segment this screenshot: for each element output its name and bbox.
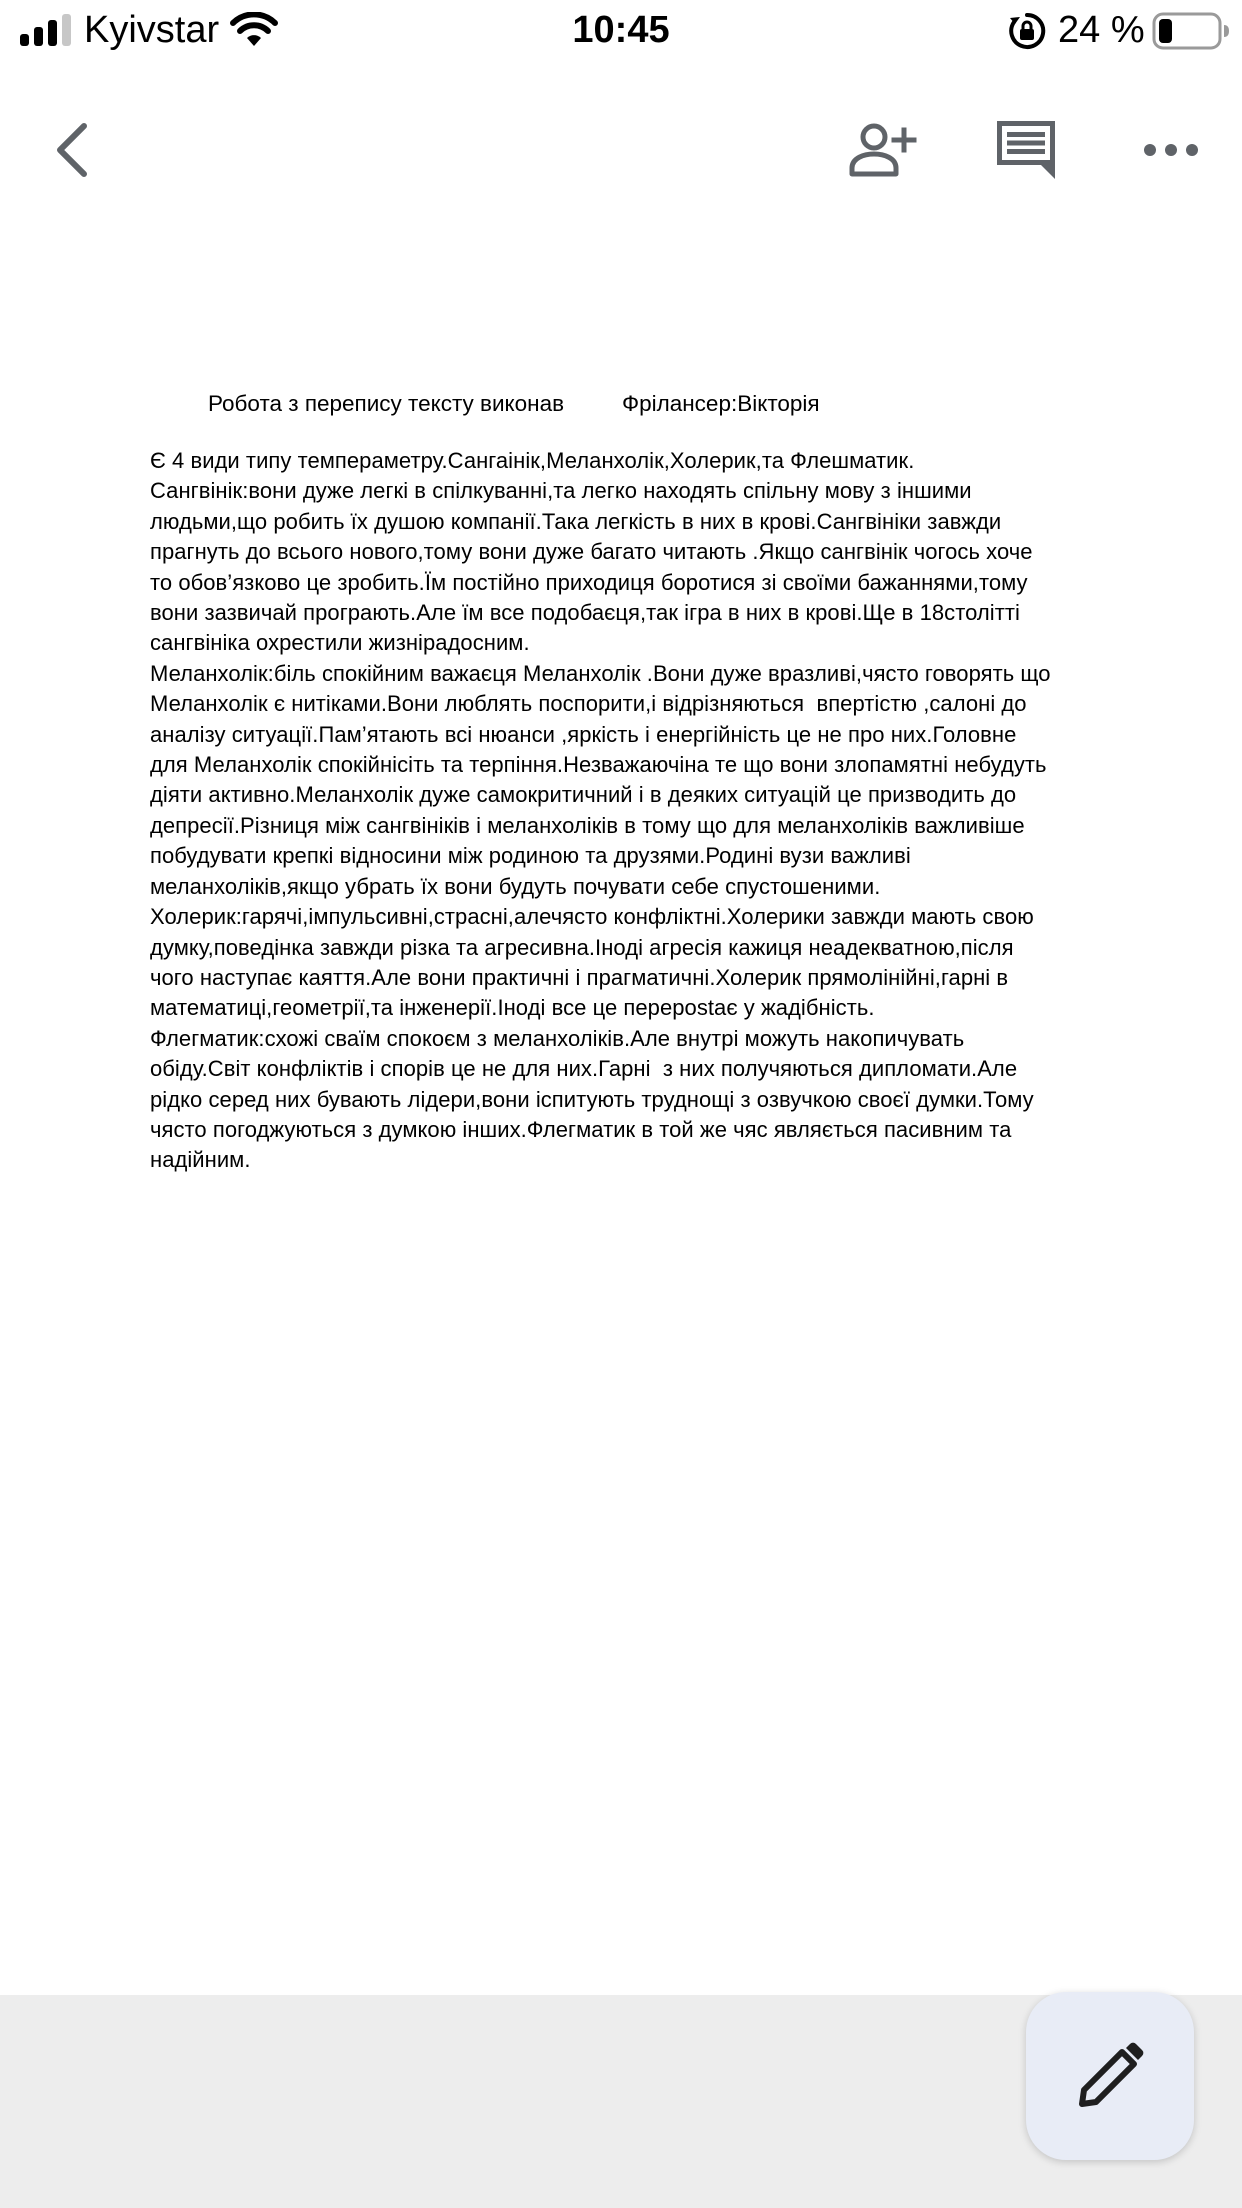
document-page: [150, 386, 1090, 1176]
document-line: для Меланхолік спокійнісіть та терпіння.Незважаючіна те що вони злопамятні небудуть: [150, 752, 1047, 778]
back-button[interactable]: [36, 110, 108, 190]
document-line: Меланхолік є нитіками.Вони люблять поспорити,і відрізняються впертістю ,салоні до: [150, 691, 1027, 717]
document-body: [150, 446, 1090, 1176]
document-line: математиці,геометрії,та інженерії.Іноді все це перерostає у жадібність.: [150, 995, 875, 1021]
app-toolbar: [0, 90, 1242, 210]
document-line: вони зазвичай програють.Але їм все подобаєця,так ігра в них в крові.Ще в 18столітті: [150, 600, 1020, 626]
document-line: прагнуть до всього нового,тому вони дуже багато читають .Якщо сангвінік чогось хоче: [150, 539, 1033, 565]
document-line: діяти активно.Меланхолік дуже самокритичний і в деяких ситуацій це призводить до: [150, 782, 1017, 808]
rotation-lock-icon: [1008, 12, 1046, 50]
header-left-text: Робота з перепису тексту виконав: [208, 391, 565, 416]
share-button[interactable]: [840, 114, 924, 186]
document-line: то обов’язково це зробить.Їм постійно приходиця боротися зі своїми бажаннями,тому: [150, 569, 1028, 595]
header-right-text: Фрілансер:Вікторія: [622, 391, 820, 416]
comments-button[interactable]: [990, 114, 1062, 186]
more-options-button[interactable]: [1134, 120, 1208, 180]
battery-icon: [1152, 12, 1230, 50]
document-line: обіду.Світ конфліктів і спорів це не для них.Гарні з них получяються дипломати.Але: [150, 1056, 1018, 1082]
document-line: побудувати крепкі відносини між родиною та друзями.Родині вузи важливі: [150, 843, 911, 869]
document-line: надійним.: [150, 1147, 251, 1173]
more-horizontal-icon: [1143, 143, 1199, 157]
document-line: рідко серед них бувають лідери,вони іспитують труднощі з озвучкою своєї думки.Тому: [150, 1086, 1034, 1112]
battery-percentage: 24 %: [1058, 9, 1145, 51]
document-line: Флегматик:схожі сваїм спокоєм з меланхоліків.Але внутрі можуть накопичувать: [150, 1025, 965, 1051]
document-line: сангвініка охрестили жизнірадосним.: [150, 630, 530, 656]
carrier-name: Kyivstar: [84, 9, 220, 51]
document-line: Холерик:гарячі,імпульсивні,страсні,алечясто конфліктні.Холерики завжди мають свою: [150, 904, 1034, 930]
document-line: чого наступає каяття.Але вони практичні і прагматичні.Холерик прямолінійні,гарні в: [150, 964, 1009, 990]
document-line: людьми,що робить їх душою компанії.Така легкість в них в крові.Сангвініки завжди: [150, 508, 1002, 534]
document-line: аналізу ситуації.Пам’ятають всі нюанси ,яркість і енергійність це не про них.Головне: [150, 721, 1017, 747]
person-add-icon: [846, 122, 918, 178]
document-line: думку,поведінка завжди різка та агресивна.Іноді агресія кажиця неадекватною,після: [150, 934, 1014, 960]
clock: 10:45: [572, 9, 670, 51]
edit-pencil-icon: [1074, 2040, 1146, 2112]
document-line: Меланхолік:біль спокійним важаєця Меланхолік .Вони дуже вразливі,чясто говорять що: [150, 660, 1051, 686]
status-bar: [0, 0, 1242, 64]
document-line: Сангвінік:вони дуже легкі в спілкуванні,та легко находять спільну мову з іншими: [150, 478, 972, 504]
document-line: Є 4 види типу темпераметру.Сангаінік,Меланхолік,Холерик,та Флешматик.: [150, 448, 915, 473]
edit-button[interactable]: [1026, 1992, 1194, 2160]
document-header: [150, 386, 1090, 446]
document-line: чясто погоджуються з думкою інших.Флегматик в той же чяс являється пасивним та: [150, 1116, 1012, 1142]
chevron-left-icon: [52, 122, 92, 178]
document-line: меланхоліків,якщо убрать їх вони будуть почувати себе спустошеними.: [150, 873, 881, 899]
document-line: депресії.Різниця між сангвініків і меланхоліків в тому що для меланхоліків важливіше: [150, 812, 1025, 838]
comment-icon: [995, 119, 1057, 181]
